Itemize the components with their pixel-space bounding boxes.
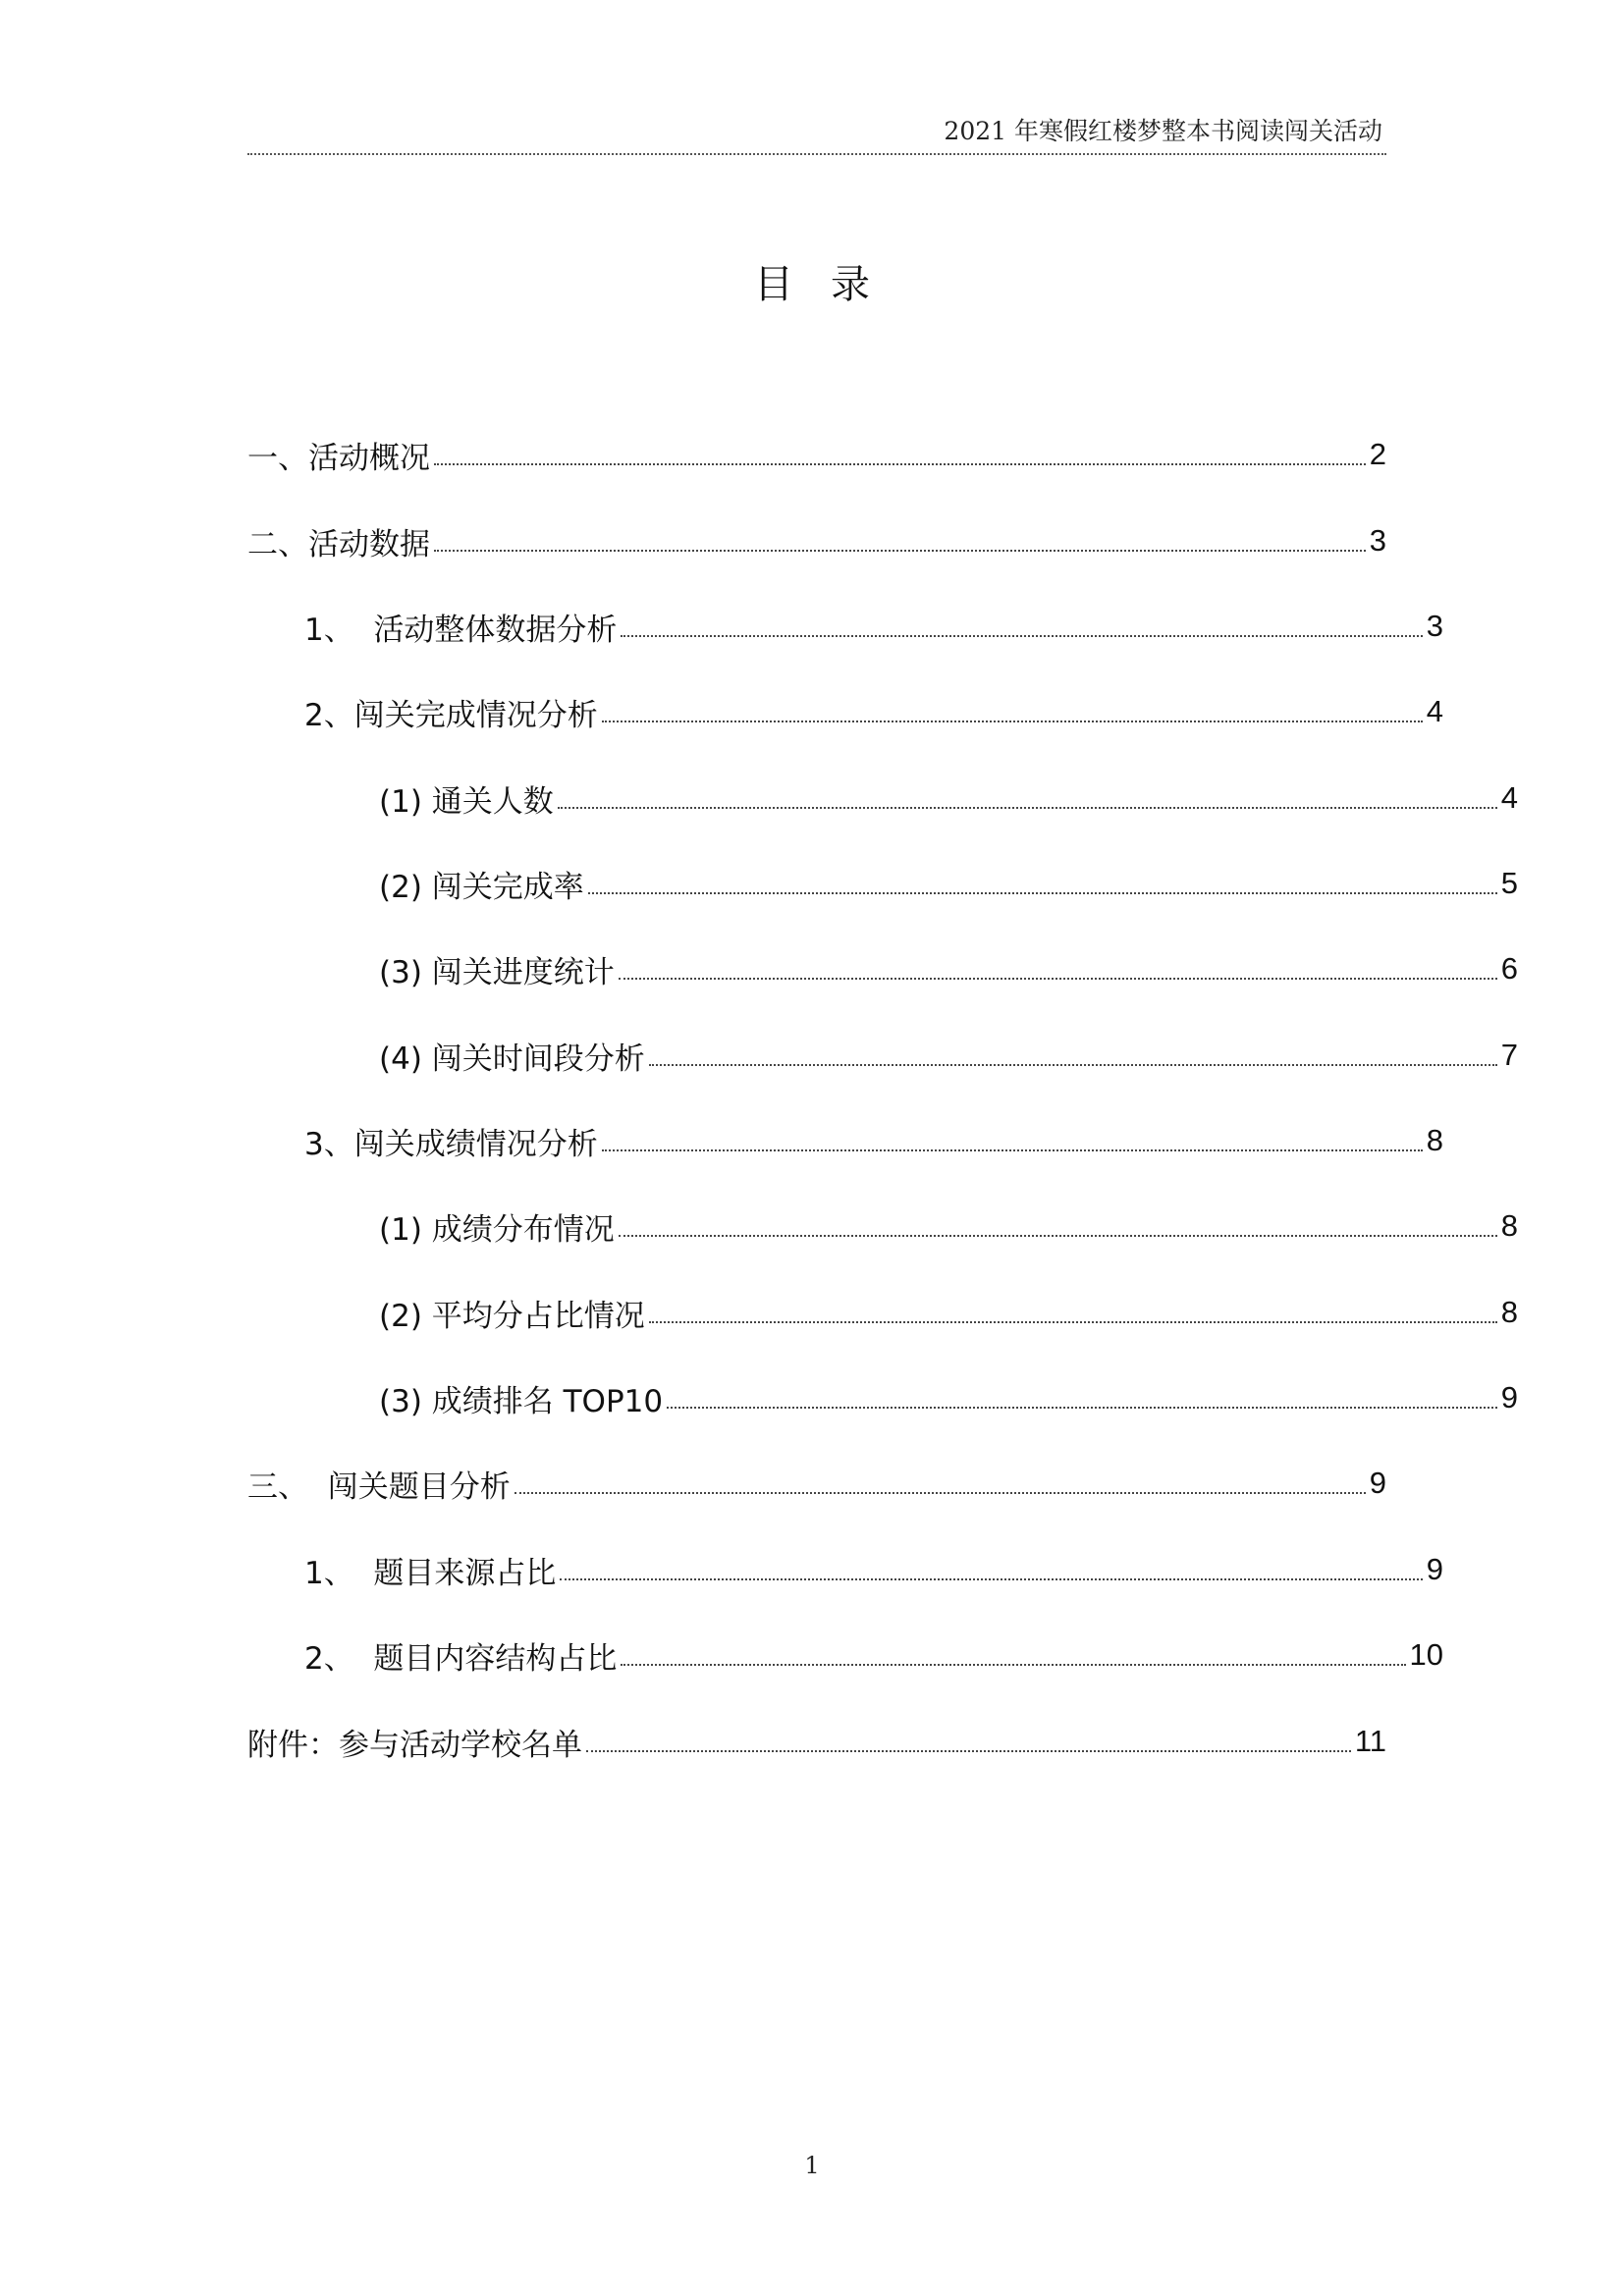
toc-entry-label: 三、 闯关题目分析 — [247, 1468, 511, 1505]
toc-entry-page: 9 — [1500, 1380, 1518, 1415]
toc-dot-leader — [621, 1664, 1405, 1666]
toc-entry-page: 8 — [1426, 1123, 1443, 1157]
toc-entry[interactable] — [247, 602, 1443, 651]
toc-entry-page: 10 — [1409, 1637, 1443, 1672]
toc-dot-leader — [560, 1578, 1422, 1580]
toc-entry-label: 1、 活动整体数据分析 — [304, 612, 618, 648]
toc-entry[interactable] — [247, 1373, 1518, 1422]
toc-entry-label: 一、活动概况 — [247, 440, 430, 476]
toc-entry-label: 附件：参与活动学校名单 — [247, 1727, 582, 1763]
toc-entry-label: (3) 成绩排名 TOP10 — [379, 1383, 664, 1419]
toc-entry-page: 2 — [1369, 437, 1386, 471]
toc-entry[interactable] — [247, 1201, 1518, 1251]
toc-entry[interactable] — [247, 859, 1518, 908]
toc-entry[interactable] — [247, 944, 1518, 993]
toc-entry[interactable] — [247, 1288, 1518, 1337]
toc-entry-page: 7 — [1500, 1038, 1518, 1072]
toc-entry-page: 4 — [1500, 780, 1518, 815]
running-header — [247, 110, 1386, 155]
toc-entry-label: (2) 闯关完成率 — [379, 869, 584, 905]
toc-entry-page: 6 — [1500, 951, 1518, 986]
toc-dot-leader — [434, 463, 1366, 465]
toc-dot-leader — [619, 1235, 1497, 1237]
toc-dot-leader — [649, 1321, 1497, 1323]
toc-entry-label: 2、 题目内容结构占比 — [304, 1640, 618, 1677]
toc-entry[interactable] — [247, 1116, 1443, 1165]
running-header-title: 2021 年寒假红楼梦整本书阅读闯关活动 — [944, 117, 1382, 145]
toc-entry[interactable] — [247, 516, 1386, 565]
toc-entry-page: 9 — [1426, 1552, 1443, 1586]
toc-entry-page: 5 — [1500, 866, 1518, 900]
toc-dot-leader — [586, 1750, 1351, 1752]
toc-dot-leader — [602, 1149, 1423, 1151]
toc-entry[interactable] — [247, 1717, 1386, 1766]
toc-dot-leader — [602, 721, 1423, 722]
toc-dot-leader — [434, 550, 1366, 552]
toc-entry-label: 二、活动数据 — [247, 526, 430, 562]
toc-entry-label: (1) 成绩分布情况 — [379, 1211, 615, 1248]
toc-entry[interactable] — [247, 430, 1386, 479]
page-number: 1 — [804, 2152, 820, 2179]
toc-entry-page: 3 — [1426, 609, 1443, 643]
toc-entry[interactable] — [247, 1459, 1386, 1508]
toc-entry[interactable] — [247, 1630, 1443, 1680]
toc-entry-page: 11 — [1354, 1724, 1386, 1758]
toc-dot-leader — [667, 1407, 1497, 1409]
toc-entry[interactable] — [247, 687, 1443, 736]
toc-entry-page: 8 — [1500, 1295, 1518, 1329]
toc-dot-leader — [588, 892, 1497, 894]
toc-entry-label: 3、闯关成绩情况分析 — [304, 1126, 598, 1162]
toc-entry-page: 3 — [1369, 523, 1386, 558]
toc-dot-leader — [558, 807, 1497, 809]
toc-entry-label: (4) 闯关时间段分析 — [379, 1041, 645, 1077]
toc-entry-page: 8 — [1500, 1208, 1518, 1243]
toc-entry[interactable] — [247, 1031, 1518, 1080]
toc-entry-label: (1) 通关人数 — [379, 783, 554, 820]
toc-entry-label: 1、 题目来源占比 — [304, 1555, 557, 1591]
toc-dot-leader — [514, 1492, 1366, 1494]
toc-title: 目录 — [754, 262, 907, 307]
toc-entry-page: 9 — [1369, 1466, 1386, 1500]
toc-entry[interactable] — [247, 774, 1518, 823]
toc-entry-label: (2) 平均分占比情况 — [379, 1298, 645, 1334]
toc-dot-leader — [621, 635, 1422, 637]
toc-dot-leader — [649, 1064, 1497, 1066]
toc-entry-label: 2、闯关完成情况分析 — [304, 697, 598, 733]
toc-entry-page: 4 — [1426, 694, 1443, 728]
toc-dot-leader — [619, 978, 1497, 980]
toc-entry[interactable] — [247, 1545, 1443, 1594]
toc-entry-label: (3) 闯关进度统计 — [379, 954, 615, 990]
